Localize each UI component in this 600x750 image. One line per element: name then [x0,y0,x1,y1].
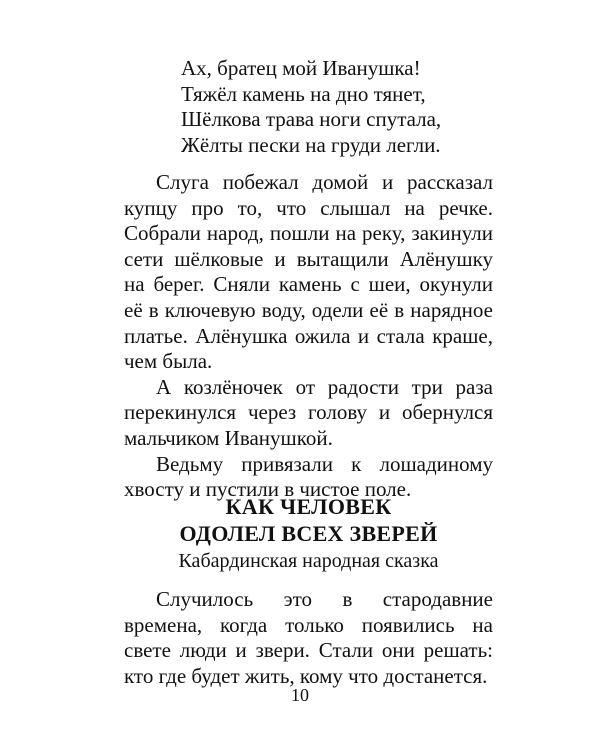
story-ending-text [124,170,493,503]
poem-line: Жёлты пески на груди легли. [181,132,441,157]
tale-subtitle: Кабардинская народная сказка [178,550,439,572]
page-number: 10 [291,685,309,705]
poem-line: Шёлкова трава ноги спутала, [181,107,442,131]
paragraph: Случилось это в стародавние времена, когда только появились на свете люди и звери. Стали они решать: кто где будет жить, кому что достанется. [124,587,493,688]
poem-stanza [181,56,481,158]
paragraph: Слуга побежал домой и рассказал купцу про то, что слышал на речке. Собрали народ, пошли на реку, закинули сети шёлковые и вытащили Алёнушку на берег. Сняли камень с шеи, окунули её в ключевую воду, одели её в нарядное платье. Алёнушка ожила и стала краше, чем была. [124,170,493,374]
tale-title-line: КАК ЧЕЛОВЕК [225,494,392,519]
tale-title-line: ОДОЛЕЛ ВСЕХ ЗВЕРЕЙ [179,521,438,546]
poem-line: Тяжёл камень на дно тянет, [181,81,426,106]
tale-title [124,493,493,547]
poem-line: Ах, братец мой Иванушка! [181,56,421,80]
paragraph: Ведьму привязали к лошадиному хвосту и пустили в чистое поле. [124,451,493,502]
paragraph: А козлёночек от радости три раза перекинулся через голову и обернулся мальчиком Иванушкой. [124,374,493,450]
tale-opening-text [124,587,493,689]
